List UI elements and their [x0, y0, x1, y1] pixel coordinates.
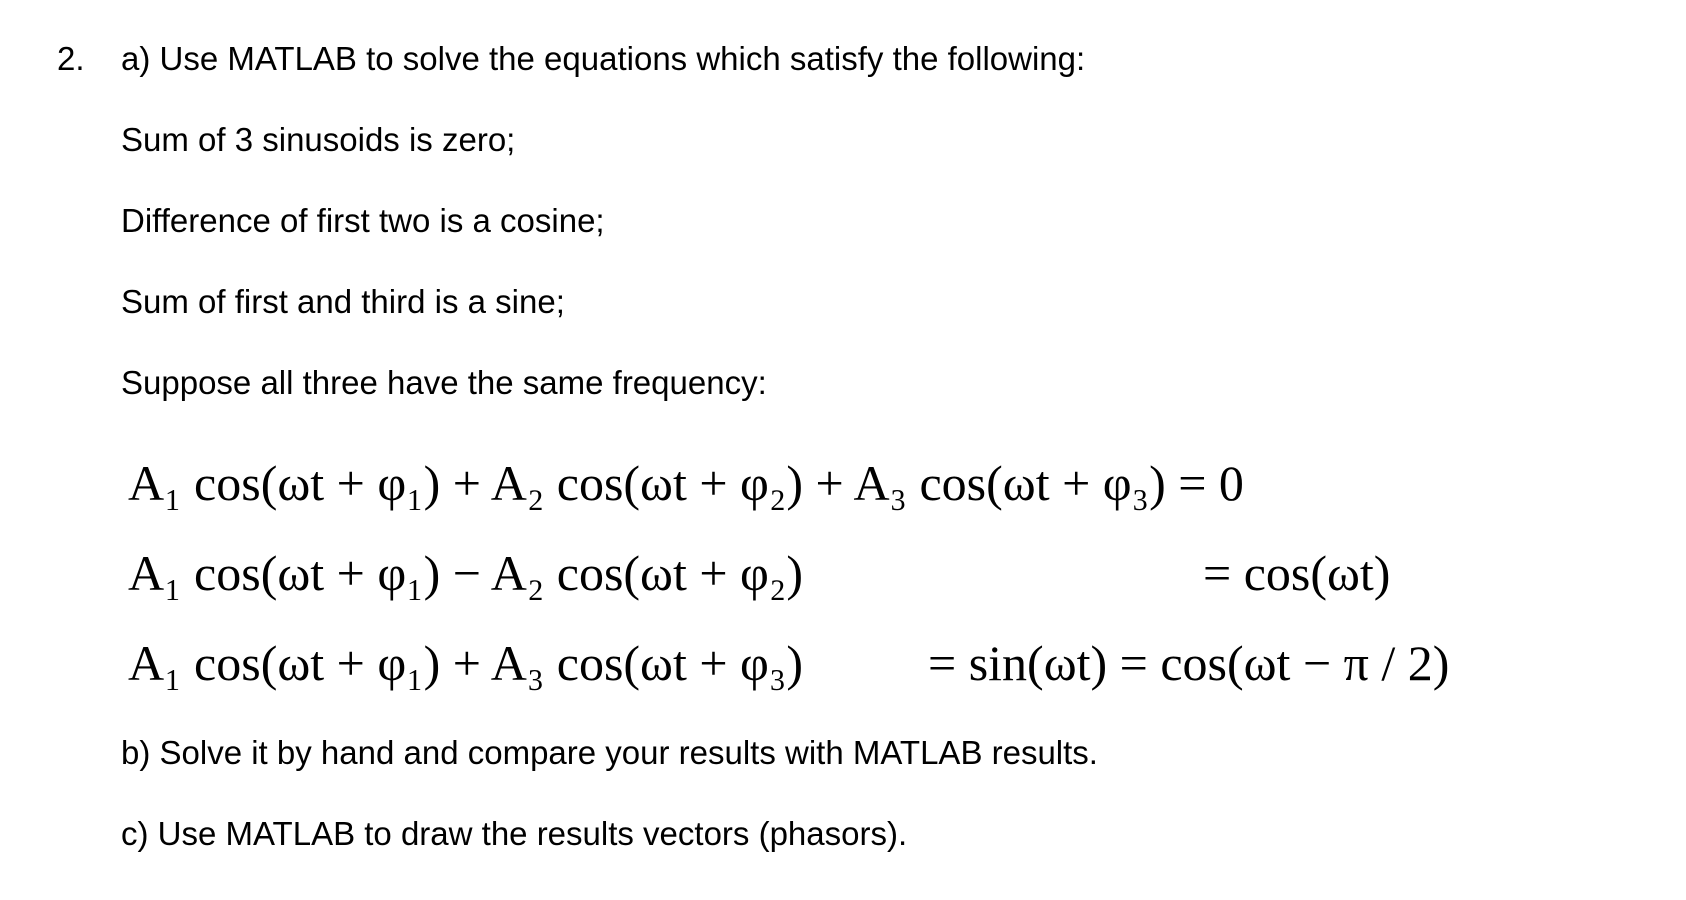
part-c-text: c) Use MATLAB to draw the results vectors (phasors).: [121, 815, 908, 852]
equation-2-lhs: A₁ cos(ωt + φ₁) − A₂ cos(ωt + φ₂): [128, 545, 803, 601]
equation-3-lhs: A₁ cos(ωt + φ₁) + A₃ cos(ωt + φ₃): [128, 635, 803, 691]
equation-2-rhs: = cos(ωt): [1203, 545, 1391, 601]
condition-sum-zero: Sum of 3 sinusoids is zero;: [121, 121, 516, 158]
condition-difference-cosine: Difference of first two is a cosine;: [121, 202, 605, 239]
part-b-text: b) Solve it by hand and compare your results with MATLAB results.: [121, 734, 1098, 771]
part-a-text: a) Use MATLAB to solve the equations which satisfy the following:: [121, 40, 1086, 77]
condition-sum-sine: Sum of first and third is a sine;: [121, 283, 565, 320]
equation-1: A₁ cos(ωt + φ₁) + A₂ cos(ωt + φ₂) + A₃ cos(ωt + φ₃) = 0: [128, 455, 1244, 511]
problem-number: 2.: [57, 40, 85, 77]
condition-same-frequency: Suppose all three have the same frequency:: [121, 364, 767, 401]
equation-3-rhs: = sin(ωt) = cos(ωt − π / 2): [928, 635, 1450, 691]
